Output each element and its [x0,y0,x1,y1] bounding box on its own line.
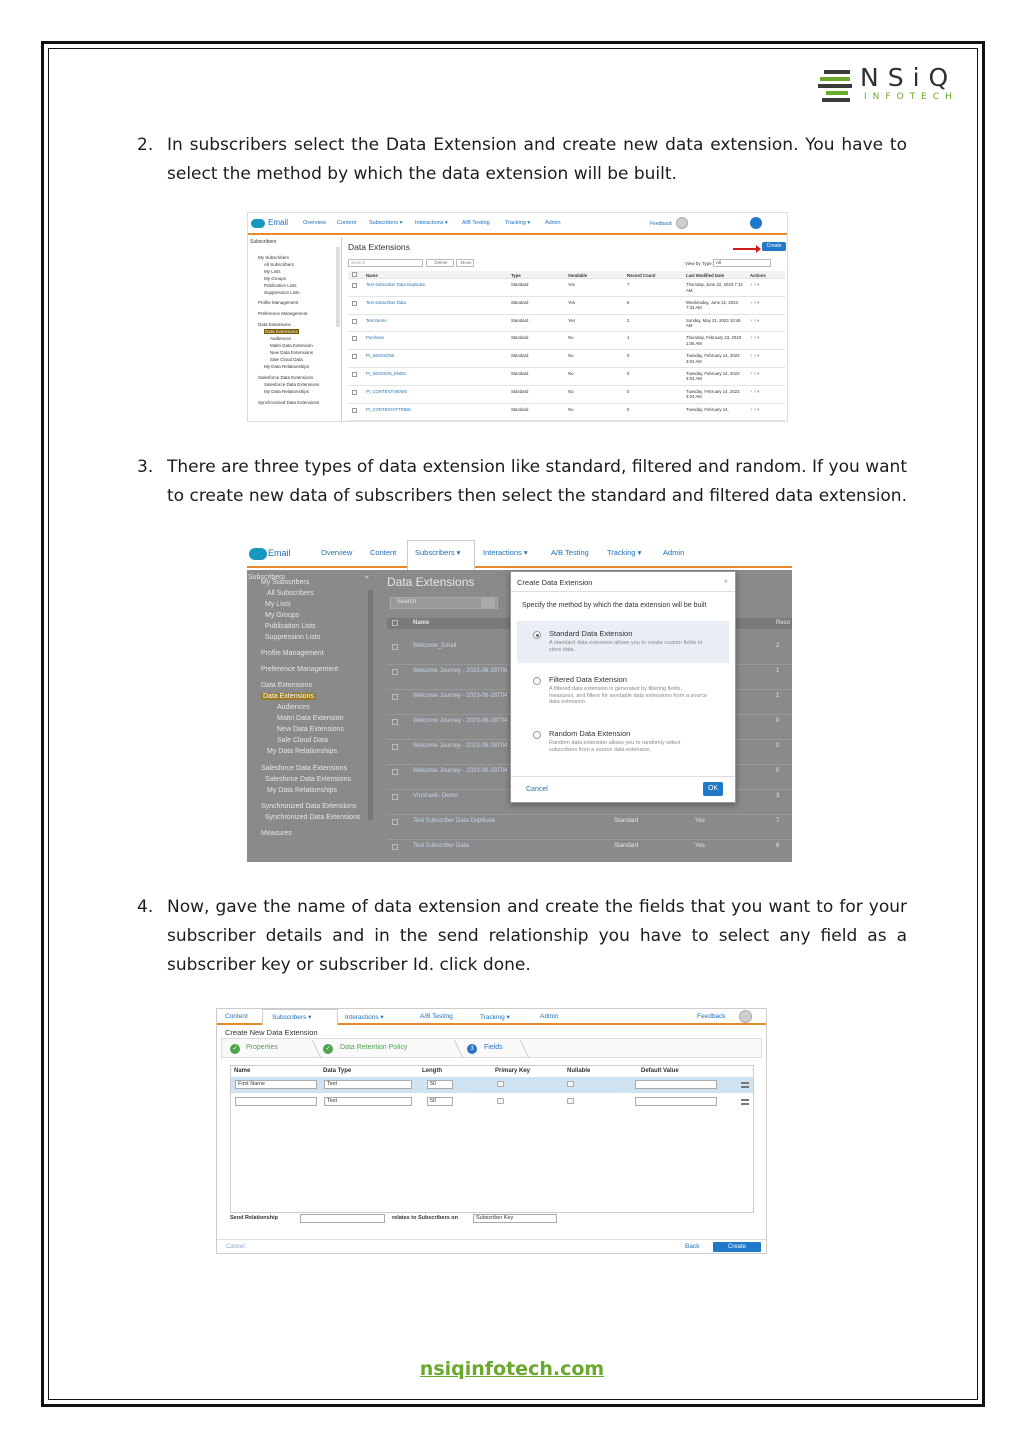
row-cell: 1 [776,693,780,699]
sidebar-item[interactable]: Salesforce Data Extensions [264,382,320,387]
row-cell: Tuesday, February 14, 2023 3:04 AM [686,388,740,400]
cancel-button[interactable]: Cancel [526,786,548,793]
row-actions-icon[interactable]: + ▿ ▾ [750,388,760,394]
check-icon: ✓ [230,1044,240,1054]
row-name-link[interactable]: PI_SESSIONS [366,353,395,359]
sidebar-item[interactable]: Audiences [277,704,310,711]
sidebar-item[interactable]: All Subscribers [267,590,314,597]
sidebar-item[interactable]: My Subscribers [261,579,310,586]
column-header: Actions [750,272,766,278]
nav-overview[interactable]: Overview [303,220,326,226]
create-button[interactable]: Create [713,1242,761,1252]
nav-subscribers[interactable]: Subscribers ▾ [369,220,403,226]
row-name-link[interactable]: Test Subscriber Data Duplicate [413,818,496,824]
nav-content[interactable]: Content [337,220,357,226]
row-name-link[interactable]: Welcome_Email [413,643,457,649]
sidebar-item[interactable]: My Lists [264,269,281,274]
row-checkbox[interactable] [352,354,357,359]
data-type-select[interactable]: Text [324,1080,412,1089]
field-name-input[interactable] [235,1097,317,1106]
feedback-link[interactable]: Feedback [650,221,672,227]
data-extensions-screenshot [247,212,788,422]
table-row[interactable] [348,332,785,350]
sidebar-item[interactable]: Salesforce Data Extensions [258,375,314,380]
sidebar-item[interactable]: Synchronized Data Extensions [258,400,320,405]
option-description: A standard data extension allows you to create custom fields to store data. [549,640,703,653]
length-input[interactable]: 50 [427,1080,453,1089]
modal-footer [511,776,735,802]
row-cell: Standard [511,282,529,287]
row-actions-icon[interactable]: + ▿ ▾ [750,317,760,323]
row-name-link[interactable]: Welcome Journey - 2023-06-28T04 [413,743,508,749]
create-data-extension-modal [510,571,736,803]
row-cell: Standard [511,370,529,376]
row-cell: Yes [568,317,576,323]
option-title: Standard Data Extension [549,629,633,638]
nav-content[interactable]: Content [225,1013,248,1020]
brand-label: Email [268,218,289,227]
column-header: Length [422,1068,442,1074]
sidebar-title: Subscribers [250,239,277,245]
table-row[interactable] [348,315,785,333]
row-actions-icon[interactable]: + ▿ ▾ [750,335,760,341]
sidebar-item[interactable]: Sale Cloud Data [270,357,303,362]
row-cell: Standard [614,843,639,849]
row-actions-icon[interactable]: + ▿ ▾ [750,406,760,412]
delete-button[interactable]: Delete [426,259,454,267]
main-panel [345,237,787,421]
row-checkbox[interactable] [392,844,398,850]
row-checkbox[interactable] [352,336,357,341]
row-checkbox[interactable] [392,694,398,700]
row-cell: Standard [614,818,639,824]
row-checkbox[interactable] [392,769,398,775]
table-row[interactable] [348,404,785,422]
row-cell: Sunday, May 21, 2023 10:46 AM [686,317,741,329]
sidebar-item[interactable]: Profile Management [261,650,324,657]
select-all-checkbox[interactable] [392,620,398,626]
row-cell: Standard [511,388,529,394]
nav-interactions[interactable]: Interactions ▾ [345,1014,384,1021]
logo-bars-icon [818,66,852,100]
avatar[interactable] [739,1010,752,1023]
row-cell: 7 [776,818,780,824]
subscriber-key-select[interactable]: Subscriber Key [473,1214,557,1223]
create-new-data-extension-screenshot [216,1008,767,1254]
row-cell: No [568,406,574,412]
back-button[interactable]: Back [685,1243,700,1250]
primary-key-checkbox[interactable] [497,1098,504,1104]
row-cell: 0 [776,743,780,749]
sidebar-item[interactable]: My Data Relationships [267,787,338,794]
row-cell: Standard [511,353,529,359]
sidebar-item-selected[interactable]: Data Extensions [265,329,298,334]
sidebar-item[interactable]: Maitri Data Extension [270,343,313,348]
wizard-step-properties[interactable]: Properties [246,1044,278,1051]
row-name-link[interactable]: Welcome Journey - 2023-06-28T04 [413,693,508,699]
step-text: Now, gave the name of data extension and create the fields that you want to for your subscriber details and in the send relationship you have to select any field as a subscriber key or subscriber Id. click done. [167,897,907,975]
row-name-link[interactable]: Welcome Journey - 2023-06-28T04 [413,718,508,724]
row-cell: Standard [511,317,529,323]
row-cell: Yes [568,282,576,287]
table-row[interactable] [348,297,785,315]
sidebar-item[interactable]: Publication Lists [265,623,316,630]
row-cell: 6 [776,843,780,849]
feedback-link[interactable]: Feedback [697,1013,726,1020]
step-text: In subscribers select the Data Extension and create new data extension. You have to select the method by which the data extension will be built. [167,135,907,184]
row-cell: No [568,335,574,341]
row-actions-icon[interactable]: + ▿ ▾ [750,282,760,287]
sidebar-item[interactable]: My Subscribers [258,255,290,260]
select-all-checkbox[interactable] [352,272,357,277]
step-number: 4. [137,897,154,917]
view-by-label: View by Type: [685,261,713,266]
column-header: Primary Key [495,1068,531,1074]
row-cell: Thursday, June 22, 2023 7:12 AM [686,282,743,293]
row-name-link[interactable]: Test Subscriber Data [366,299,406,305]
nav-subscribers[interactable]: Subscribers ▾ [272,1014,312,1021]
row-cell: 0 [627,353,630,359]
sidebar-item[interactable]: All Subscribers [264,262,295,267]
top-nav [247,540,792,568]
row-actions-icon[interactable]: + ▿ ▾ [750,370,760,376]
column-header[interactable]: Type [511,272,521,278]
row-cell: Tuesday, February 14, 2023 3:04 AM [686,353,740,364]
table-header [348,271,785,279]
row-checkbox[interactable] [392,719,398,725]
row-checkbox[interactable] [392,744,398,750]
row-name-link[interactable]: Purchase [366,335,385,341]
nav-tracking[interactable]: Tracking ▾ [505,220,531,226]
column-header[interactable]: Name [366,272,378,278]
salesforce-cloud-icon [251,219,265,228]
logo-subtitle: INFOTECH [864,92,958,102]
column-header[interactable]: Record Count [627,272,656,278]
sidebar-item[interactable]: My Groups [265,612,300,619]
row-checkbox[interactable] [392,819,398,825]
option-title: Random Data Extension [549,729,631,738]
step-2 [137,131,907,191]
step-number: 3. [137,457,154,477]
row-cell: 0 [627,388,630,394]
red-arrow-icon [733,248,757,250]
salesforce-cloud-icon [249,548,267,560]
row-checkbox[interactable] [352,372,357,377]
logo-name: NSiQ [860,63,958,92]
sidebar-scrollbar[interactable] [368,590,373,820]
top-nav [217,1009,766,1025]
search-icon[interactable] [481,598,495,608]
sidebar-item[interactable]: New Data Extensions [277,726,344,733]
fields-table [230,1065,754,1213]
top-nav [248,213,787,235]
nsiq-logo [818,64,956,104]
wizard-steps [221,1038,762,1058]
option-filtered[interactable] [517,667,729,709]
table-row[interactable] [348,386,785,404]
fields-header [231,1066,753,1077]
modal-intro: Specify the method by which the data extension will be built [522,602,707,609]
table-row[interactable] [387,840,792,862]
row-actions-icon[interactable]: + ▿ ▾ [750,299,760,305]
nav-admin[interactable]: Admin [663,548,685,557]
sidebar-item[interactable]: Publication Lists [264,283,297,288]
move-button[interactable]: Move [456,259,474,267]
row-cell: Yes [695,818,705,824]
row-cell: Tuesday, February 14, 2023 3:04 AM [686,370,740,382]
sidebar-item[interactable]: Preference Management [258,311,308,316]
sidebar-item[interactable]: Salesforce Data Extensions [261,765,347,772]
row-cell: Yes [695,843,705,849]
column-header: Name [234,1068,251,1074]
nullable-checkbox[interactable] [567,1081,574,1087]
trash-icon[interactable] [741,1082,749,1088]
sidebar-item[interactable]: Audiences [270,336,292,341]
primary-key-checkbox[interactable] [497,1081,504,1087]
sidebar-item[interactable]: My Data Relationships [264,389,310,394]
row-cell: 0 [776,768,780,774]
check-icon: ✓ [323,1044,333,1054]
wizard-step-fields[interactable]: Fields [484,1044,503,1051]
sidebar-item[interactable]: New Data Extensions [270,350,314,355]
option-title: Filtered Data Extension [549,675,627,684]
sidebar [248,237,342,421]
field-row[interactable] [231,1077,753,1093]
sidebar-item[interactable]: Synchronized Data Extensions [265,814,361,821]
view-by-select[interactable]: All [713,259,771,267]
table-row[interactable] [348,368,785,386]
radio-button[interactable] [533,731,541,739]
row-cell: 3 [776,793,780,799]
chevron-right-icon [509,1040,529,1058]
page-title: Data Extensions [348,242,410,252]
field-name-input[interactable]: First Name [235,1080,317,1089]
sidebar-item[interactable]: My Data Relationships [267,748,338,755]
option-random[interactable] [517,721,729,763]
row-name-link[interactable]: Test Subscriber Data Duplicate [366,282,425,287]
column-header[interactable]: Reco [776,620,791,626]
ok-button[interactable]: OK [703,782,723,796]
search-placeholder: Search [397,599,417,605]
step-3 [137,453,907,513]
option-standard[interactable] [517,621,729,663]
nav-interactions[interactable]: Interactions ▾ [483,548,528,557]
sidebar-item-selected[interactable]: Data Extensions [263,693,314,700]
chevron-right-icon [443,1040,463,1058]
row-checkbox[interactable] [352,408,357,413]
step-number: 2. [137,135,154,155]
sidebar-item[interactable]: Suppression Lists [264,290,300,295]
avatar[interactable] [676,217,688,229]
send-relationship-label: Send Relationship [230,1215,278,1221]
row-cell: No [568,388,574,394]
row-cell: Standard [511,406,529,412]
row-cell: Tuesday, February 14, [686,406,729,412]
nav-ab-testing[interactable]: A/B Testing [420,1013,453,1020]
step-number-badge: 3 [467,1044,477,1054]
collapse-icon[interactable]: « [365,574,369,581]
row-checkbox[interactable] [352,283,357,288]
row-cell: 0 [627,406,630,412]
row-cell: Yes [568,299,576,305]
row-actions-icon[interactable]: + ▿ ▾ [750,353,760,359]
sidebar-item[interactable]: Maitri Data Extension [277,715,344,722]
row-cell: Standard [511,299,529,305]
radio-button[interactable] [533,631,541,639]
nav-ab-testing[interactable]: A/B Testing [551,548,589,557]
wizard-footer [217,1239,766,1253]
nullable-checkbox[interactable] [567,1098,574,1104]
row-name-link[interactable]: PI_SESSION_ENDS [366,370,406,376]
close-icon[interactable]: × [723,577,728,586]
sidebar-scrollbar[interactable] [336,247,340,327]
row-cell: Standard [511,335,529,341]
row-checkbox[interactable] [392,644,398,650]
search-input[interactable]: Search [348,259,423,267]
wizard-step-retention[interactable]: Data Retention Policy [340,1044,408,1051]
sidebar-item[interactable]: Sale Cloud Data [277,737,328,744]
row-name-link[interactable]: PI_CONTENTATTRIBS [366,406,411,412]
row-name-link[interactable]: Test Demo [366,317,387,323]
row-cell: 2 [776,643,780,649]
row-checkbox[interactable] [392,794,398,800]
row-name-link[interactable]: PI_CONTENTVIEWS [366,388,408,394]
send-relationship-select[interactable] [300,1214,385,1223]
sidebar-item[interactable]: Suppression Lists [265,634,321,641]
nav-admin[interactable]: Admin [540,1013,559,1020]
table-row[interactable] [348,279,785,297]
row-cell: 0 [627,370,630,376]
create-data-extension-screenshot [247,540,792,862]
nav-content[interactable]: Content [370,548,397,557]
table-row[interactable] [387,815,792,840]
step-text: There are three types of data extension like standard, filtered and random. If you want to create new data of subscribers then select the standard and filtered data extension. [167,457,907,506]
sidebar-item[interactable]: Measures [261,830,292,837]
page-title: Create New Data Extension [225,1028,318,1037]
option-description: Random data extension allows you to randomly select subscribers from a source data extension. [549,740,681,753]
row-checkbox[interactable] [352,390,357,395]
row-cell: Thursday, February 23, 2023 1:05 AM [686,335,742,346]
brand-label: Email [268,548,291,558]
step-4 [137,893,907,983]
nav-overview[interactable]: Overview [321,548,353,557]
sidebar-item[interactable]: Synchronized Data Extensions [261,803,357,810]
column-header[interactable]: Sendable [568,272,588,278]
modal-title: Create Data Extension [511,572,735,592]
row-cell: No [568,370,574,376]
sidebar-title: Subscribers [248,574,285,581]
row-cell: 0 [776,718,780,724]
row-cell: 2 [627,317,630,323]
nav-tracking[interactable]: Tracking ▾ [607,548,642,557]
row-cell: No [568,353,574,359]
row-cell: Wednesday, June 21, 2023 7:33 AM [686,299,738,311]
row-name-link[interactable]: Welcome Journey - 2023-06-28T06 [413,668,508,674]
sidebar-item[interactable]: Profile Management [258,300,299,305]
sidebar-item[interactable]: Data Extensions [258,322,291,327]
relates-label: relates to Subscribers on [392,1215,459,1221]
cancel-button[interactable]: Cancel [226,1244,245,1250]
sidebar-item[interactable]: Preference Management [261,666,339,673]
nav-admin[interactable]: Admin [545,220,561,226]
table-row[interactable] [348,350,785,368]
row-checkbox[interactable] [392,669,398,675]
user-icon[interactable] [750,217,762,229]
radio-button[interactable] [533,677,541,685]
row-cell: 7 [627,282,630,287]
website-link[interactable]: nsiqinfotech.com [419,1358,605,1380]
column-header[interactable]: Last Modified Date [686,272,725,278]
nav-ab-testing[interactable]: A/B Testing [462,220,490,226]
sidebar-item[interactable]: Salesforce Data Extensions [265,776,351,783]
column-header: Nullable [567,1068,591,1074]
option-description: A filtered data extension is generated by filtering fields, measures, and filters for sendable data extensions from a source data extension. [549,686,708,705]
row-cell: 1 [776,668,780,674]
row-cell: 6 [627,299,630,305]
column-header: Data Type [323,1068,352,1074]
chevron-right-icon [301,1040,321,1058]
row-cell: 1 [627,335,630,341]
sidebar-item[interactable]: My Groups [264,276,287,281]
row-name-link[interactable]: Vrushank- Demo [413,793,458,799]
sidebar-item[interactable]: My Data Relationships [264,364,310,369]
nav-tracking[interactable]: Tracking ▾ [480,1014,510,1021]
row-checkbox[interactable] [352,319,357,324]
default-value-input[interactable] [635,1080,717,1089]
create-button[interactable]: Create [762,242,786,251]
trash-icon[interactable] [741,1099,749,1105]
data-extensions-table [348,271,785,421]
field-row[interactable] [231,1094,753,1110]
row-checkbox[interactable] [352,301,357,306]
sidebar-item[interactable]: Data Extensions [261,682,312,689]
length-input[interactable]: 50 [427,1097,453,1106]
data-type-select[interactable]: Text [324,1097,412,1106]
sidebar-item[interactable]: My Lists [265,601,291,608]
column-header[interactable]: Name [413,620,430,626]
page-title: Data Extensions [387,575,475,589]
nav-subscribers[interactable]: Subscribers ▾ [415,548,461,557]
column-header: Default Value [641,1068,679,1074]
row-name-link[interactable]: Welcome Journey - 2023-06-28T04 [413,768,508,774]
default-value-input[interactable] [635,1097,717,1106]
nav-interactions[interactable]: Interactions ▾ [415,220,448,226]
row-name-link[interactable]: Test Subscriber Data [413,843,469,849]
